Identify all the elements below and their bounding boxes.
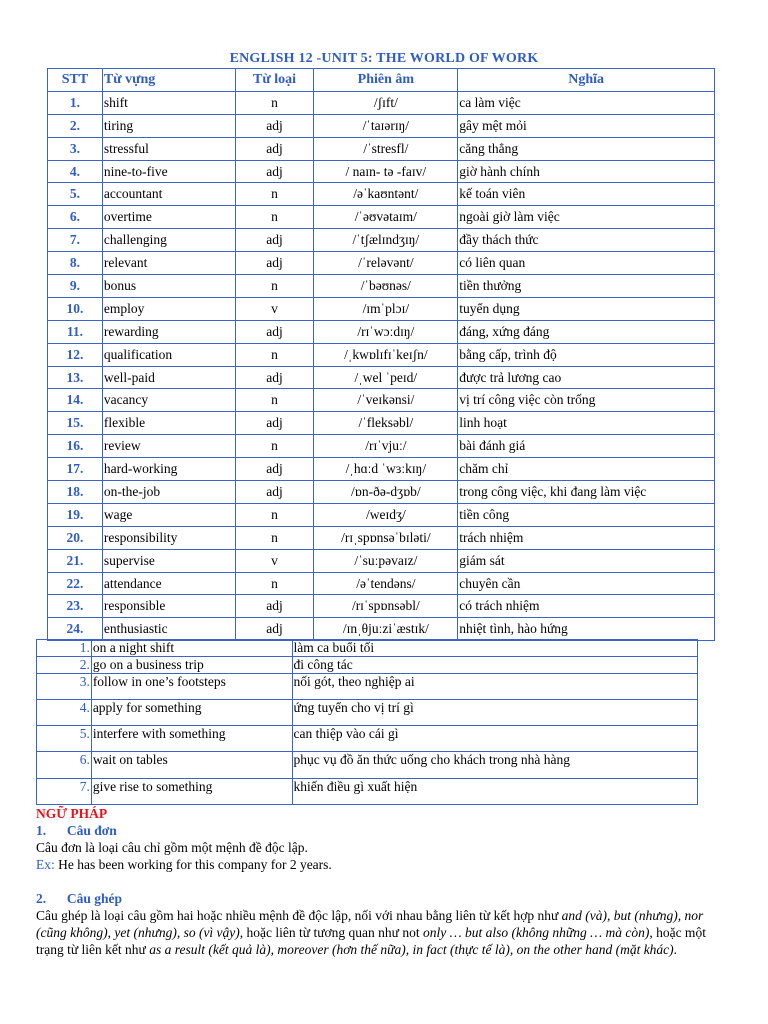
row-number: 9. — [48, 275, 103, 298]
phrases-table — [36, 639, 698, 805]
word-cell: qualification — [102, 343, 235, 366]
vocabulary-row — [48, 114, 715, 137]
row-number: 6. — [48, 206, 103, 229]
pronunciation-cell: /ˈreləvənt/ — [314, 252, 458, 275]
phrase-row — [37, 752, 698, 779]
phrase-meaning-cell: đi công tác — [292, 657, 697, 674]
meaning-cell: tiền thưởng — [458, 275, 715, 298]
row-number: 24. — [48, 618, 103, 641]
vocabulary-row — [48, 160, 715, 183]
meaning-cell: bằng cấp, trình độ — [458, 343, 715, 366]
phrase-cell: go on a business trip — [91, 657, 292, 674]
phrase-cell: follow in one’s footsteps — [91, 674, 292, 700]
phrase-number: 7. — [37, 779, 92, 805]
vocabulary-row — [48, 183, 715, 206]
vocabulary-row — [48, 526, 715, 549]
part-of-speech-cell: adj — [235, 160, 314, 183]
section-2-text — [36, 907, 736, 958]
word-cell: employ — [102, 297, 235, 320]
italic-run: and (và), but (nhưng), nor (cũng không), yet (nhưng), so (vì vậy) — [36, 908, 704, 940]
row-number: 14. — [48, 389, 103, 412]
meaning-cell: nhiệt tình, hào hứng — [458, 618, 715, 641]
pronunciation-cell: /weɪdʒ/ — [314, 503, 458, 526]
phrase-row — [37, 779, 698, 805]
row-number: 5. — [48, 183, 103, 206]
word-cell: wage — [102, 503, 235, 526]
phrase-cell: interfere with something — [91, 726, 292, 752]
word-cell: responsibility — [102, 526, 235, 549]
word-cell: stressful — [102, 137, 235, 160]
part-of-speech-cell: n — [235, 435, 314, 458]
phrase-meaning-cell: khiến điều gì xuất hiện — [292, 779, 697, 805]
phrase-number: 5. — [37, 726, 92, 752]
pronunciation-cell: /ɒn-ðə-dʒɒb/ — [314, 481, 458, 504]
word-cell: hard-working — [102, 458, 235, 481]
meaning-cell: chuyên cần — [458, 572, 715, 595]
phrase-row — [37, 674, 698, 700]
row-number: 22. — [48, 572, 103, 595]
pronunciation-cell: /ɪmˈplɔɪ/ — [314, 297, 458, 320]
pronunciation-cell: /ˈəʊvətaɪm/ — [314, 206, 458, 229]
part-of-speech-cell: n — [235, 572, 314, 595]
part-of-speech-cell: adj — [235, 320, 314, 343]
word-cell: enthusiastic — [102, 618, 235, 641]
row-number: 7. — [48, 229, 103, 252]
row-number: 15. — [48, 412, 103, 435]
meaning-cell: giờ hành chính — [458, 160, 715, 183]
part-of-speech-cell: v — [235, 549, 314, 572]
word-cell: flexible — [102, 412, 235, 435]
row-number: 4. — [48, 160, 103, 183]
part-of-speech-cell: v — [235, 297, 314, 320]
vocabulary-row — [48, 366, 715, 389]
pronunciation-cell: /ˈveɪkənsi/ — [314, 389, 458, 412]
pronunciation-cell: /əˈtendəns/ — [314, 572, 458, 595]
row-number: 8. — [48, 252, 103, 275]
header-stt: STT — [48, 69, 103, 92]
word-cell: responsible — [102, 595, 235, 618]
row-number: 3. — [48, 137, 103, 160]
section-1-number: 1. — [36, 823, 47, 838]
meaning-cell: ngoài giờ làm việc — [458, 206, 715, 229]
row-number: 13. — [48, 366, 103, 389]
part-of-speech-cell: adj — [235, 412, 314, 435]
meaning-cell: căng thẳng — [458, 137, 715, 160]
vocabulary-row — [48, 435, 715, 458]
phrase-cell: give rise to something — [91, 779, 292, 805]
meaning-cell: đầy thách thức — [458, 229, 715, 252]
meaning-cell: có trách nhiệm — [458, 595, 715, 618]
phrase-meaning-cell: ứng tuyển cho vị trí gì — [292, 700, 697, 726]
meaning-cell: được trả lương cao — [458, 366, 715, 389]
word-cell: challenging — [102, 229, 235, 252]
text-run: , hoặc một trạng từ liên kết như — [36, 925, 706, 957]
part-of-speech-cell: n — [235, 343, 314, 366]
pronunciation-cell: /əˈkaʊntənt/ — [314, 183, 458, 206]
word-cell: review — [102, 435, 235, 458]
vocabulary-table — [47, 68, 715, 641]
pronunciation-cell: /ˈtʃælɪndʒɪŋ/ — [314, 229, 458, 252]
phrase-cell: on a night shift — [91, 640, 292, 657]
meaning-cell: tiền công — [458, 503, 715, 526]
meaning-cell: chăm chỉ — [458, 458, 715, 481]
vocabulary-row — [48, 412, 715, 435]
grammar-heading: NGỮ PHÁP — [36, 806, 108, 821]
pronunciation-cell: /ˈstresfl/ — [314, 137, 458, 160]
row-number: 17. — [48, 458, 103, 481]
italic-run: only … but also (không những … mà còn) — [422, 925, 650, 940]
row-number: 11. — [48, 320, 103, 343]
part-of-speech-cell: adj — [235, 458, 314, 481]
pronunciation-cell: /rɪˌspɒnsəˈbɪləti/ — [314, 526, 458, 549]
vocabulary-row — [48, 275, 715, 298]
vocabulary-row — [48, 297, 715, 320]
example-label: Ex: — [36, 857, 55, 872]
part-of-speech-cell: n — [235, 389, 314, 412]
page-title: ENGLISH 12 -UNIT 5: THE WORLD OF WORK — [229, 51, 539, 66]
section-2-title — [36, 890, 736, 907]
row-number: 16. — [48, 435, 103, 458]
vocabulary-row — [48, 206, 715, 229]
header-meaning: Nghĩa — [458, 69, 715, 92]
row-number: 21. — [48, 549, 103, 572]
row-number: 12. — [48, 343, 103, 366]
example-line — [36, 856, 736, 873]
row-number: 23. — [48, 595, 103, 618]
word-cell: accountant — [102, 183, 235, 206]
meaning-cell: gây mệt mỏi — [458, 114, 715, 137]
part-of-speech-cell: adj — [235, 481, 314, 504]
phrase-meaning-cell: can thiệp vào cái gì — [292, 726, 697, 752]
phrase-row — [37, 726, 698, 752]
part-of-speech-cell: adj — [235, 137, 314, 160]
example-text: He has been working for this company for 2 years. — [54, 857, 332, 872]
meaning-cell: ca làm việc — [458, 91, 715, 114]
pronunciation-cell: / naɪn- tə -faɪv/ — [314, 160, 458, 183]
text-run: . — [673, 942, 678, 957]
word-cell: rewarding — [102, 320, 235, 343]
phrase-number: 3. — [37, 674, 92, 700]
pronunciation-cell: /ɪnˌθjuːziˈæstɪk/ — [314, 618, 458, 641]
vocabulary-row — [48, 91, 715, 114]
phrase-number: 4. — [37, 700, 92, 726]
word-cell: relevant — [102, 252, 235, 275]
word-cell: on-the-job — [102, 481, 235, 504]
vocabulary-row — [48, 252, 715, 275]
part-of-speech-cell: n — [235, 275, 314, 298]
vocabulary-row — [48, 458, 715, 481]
vocabulary-row — [48, 549, 715, 572]
phrase-meaning-cell: làm ca buổi tối — [292, 640, 697, 657]
phrase-number: 6. — [37, 752, 92, 779]
vocabulary-row — [48, 595, 715, 618]
phrase-meaning-cell: phục vụ đồ ăn thức uống cho khách trong nhà hàng — [292, 752, 697, 779]
italic-run: as a result (kết quả là), moreover (hơn thế nữa), in fact (thực tế là), on the other hand (mặt khác) — [149, 942, 674, 957]
phrase-row — [37, 700, 698, 726]
meaning-cell: tuyển dụng — [458, 297, 715, 320]
meaning-cell: giám sát — [458, 549, 715, 572]
meaning-cell: kế toán viên — [458, 183, 715, 206]
pronunciation-cell: /rɪˈvjuː/ — [314, 435, 458, 458]
pronunciation-cell: /ˌwel ˈpeɪd/ — [314, 366, 458, 389]
word-cell: shift — [102, 91, 235, 114]
word-cell: well-paid — [102, 366, 235, 389]
phrase-row — [37, 640, 698, 657]
pronunciation-cell: /rɪˈwɔːdɪŋ/ — [314, 320, 458, 343]
pronunciation-cell: /ˈtaɪərɪŋ/ — [314, 114, 458, 137]
pronunciation-cell: /ˌhɑːd ˈwɜːkɪŋ/ — [314, 458, 458, 481]
pronunciation-cell: /ˈfleksəbl/ — [314, 412, 458, 435]
word-cell: overtime — [102, 206, 235, 229]
section-2-number: 2. — [36, 891, 47, 906]
section-1-title — [36, 822, 736, 839]
part-of-speech-cell: adj — [235, 618, 314, 641]
vocabulary-row — [48, 503, 715, 526]
meaning-cell: có liên quan — [458, 252, 715, 275]
part-of-speech-cell: adj — [235, 595, 314, 618]
vocabulary-row — [48, 320, 715, 343]
row-number: 10. — [48, 297, 103, 320]
part-of-speech-cell: n — [235, 91, 314, 114]
section-1-text: Câu đơn là loại câu chỉ gồm một mệnh đề độc lập. — [36, 840, 308, 855]
part-of-speech-cell: adj — [235, 114, 314, 137]
phrase-meaning-cell: nối gót, theo nghiệp ai — [292, 674, 697, 700]
word-cell: supervise — [102, 549, 235, 572]
meaning-cell: đáng, xứng đáng — [458, 320, 715, 343]
vocabulary-row — [48, 137, 715, 160]
phrase-cell: wait on tables — [91, 752, 292, 779]
word-cell: bonus — [102, 275, 235, 298]
section-2-label: Câu ghép — [66, 891, 123, 906]
vocabulary-row — [48, 481, 715, 504]
header-pronunciation: Phiên âm — [314, 69, 458, 92]
row-number: 2. — [48, 114, 103, 137]
phrase-row — [37, 657, 698, 674]
part-of-speech-cell: n — [235, 206, 314, 229]
vocabulary-row — [48, 343, 715, 366]
word-cell: attendance — [102, 572, 235, 595]
header-part-of-speech: Từ loại — [235, 69, 314, 92]
part-of-speech-cell: adj — [235, 229, 314, 252]
vocabulary-row — [48, 618, 715, 641]
meaning-cell: trách nhiệm — [458, 526, 715, 549]
vocabulary-header-row — [48, 69, 715, 92]
pronunciation-cell: /ˈsuːpəvaɪz/ — [314, 549, 458, 572]
row-number: 20. — [48, 526, 103, 549]
word-cell: tiring — [102, 114, 235, 137]
section-1-label: Câu đơn — [66, 823, 117, 838]
phrase-number: 1. — [37, 640, 92, 657]
phrase-number: 2. — [37, 657, 92, 674]
pronunciation-cell: /ˌkwɒlɪfɪˈkeɪʃn/ — [314, 343, 458, 366]
row-number: 18. — [48, 481, 103, 504]
meaning-cell: trong công việc, khi đang làm việc — [458, 481, 715, 504]
vocabulary-row — [48, 229, 715, 252]
part-of-speech-cell: adj — [235, 366, 314, 389]
part-of-speech-cell: n — [235, 503, 314, 526]
vocabulary-row — [48, 572, 715, 595]
word-cell: nine-to-five — [102, 160, 235, 183]
pronunciation-cell: /ˈbəʊnəs/ — [314, 275, 458, 298]
vocabulary-row — [48, 389, 715, 412]
part-of-speech-cell: n — [235, 526, 314, 549]
phrase-cell: apply for something — [91, 700, 292, 726]
meaning-cell: linh hoạt — [458, 412, 715, 435]
pronunciation-cell: /ʃɪft/ — [314, 91, 458, 114]
header-word: Từ vựng — [102, 69, 235, 92]
text-run: , hoặc liên từ tương quan như not — [239, 925, 423, 940]
word-cell: vacancy — [102, 389, 235, 412]
pronunciation-cell: /rɪˈspɒnsəbl/ — [314, 595, 458, 618]
meaning-cell: vị trí công việc còn trống — [458, 389, 715, 412]
part-of-speech-cell: adj — [235, 252, 314, 275]
row-number: 1. — [48, 91, 103, 114]
grammar-section — [36, 805, 736, 958]
row-number: 19. — [48, 503, 103, 526]
part-of-speech-cell: n — [235, 183, 314, 206]
meaning-cell: bài đánh giá — [458, 435, 715, 458]
text-run: Câu ghép là loại câu gồm hai hoặc nhiều mệnh đề độc lập, nối với nhau bằng liên từ kết hợp như — [36, 908, 562, 923]
